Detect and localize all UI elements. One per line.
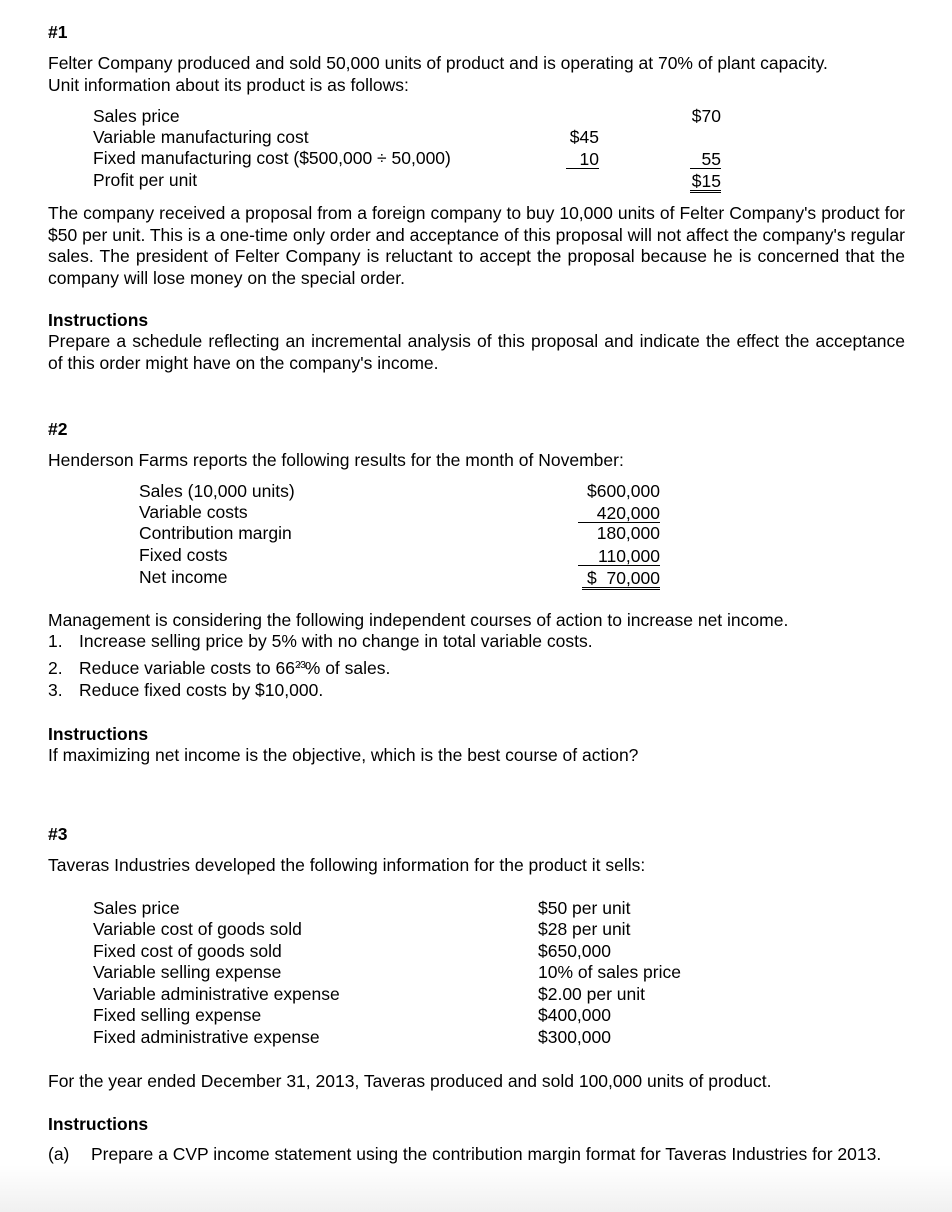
table-row bbox=[93, 170, 197, 191]
list-text: Reduce fixed costs by $10,000. bbox=[79, 680, 324, 700]
problem1-instructions: Prepare a schedule reflecting an incremental analysis of this proposal and indicate the effect the acceptance of this order might have on the company's income. bbox=[48, 331, 905, 373]
row-value: $300,000 bbox=[538, 1027, 611, 1047]
problem1-intro-line2: Unit information about its product is as follows: bbox=[48, 75, 409, 95]
list-item bbox=[48, 680, 323, 701]
row-label: Fixed costs bbox=[139, 545, 228, 565]
row-value: 10% of sales price bbox=[538, 962, 681, 982]
row-value: $ 70,000 bbox=[582, 569, 660, 590]
row-label: Fixed selling expense bbox=[93, 1005, 262, 1025]
row-label: Sales price bbox=[93, 106, 180, 126]
row-label: Contribution margin bbox=[139, 523, 292, 543]
row-label: Fixed administrative expense bbox=[93, 1027, 320, 1047]
list-text-after: % of sales. bbox=[304, 658, 391, 678]
row-value: $600,000 bbox=[587, 481, 660, 501]
problem3-heading: #3 bbox=[48, 824, 68, 844]
table-row bbox=[93, 106, 180, 127]
problem2-intro: Henderson Farms reports the following results for the month of November: bbox=[48, 450, 624, 470]
row-col1: 10 bbox=[566, 150, 599, 169]
row-value: 420,000 bbox=[578, 504, 660, 523]
list-text: Increase selling price by 5% with no change in total variable costs. bbox=[79, 631, 593, 651]
row-label: Variable costs bbox=[139, 502, 248, 522]
problem1-instructions-heading: Instructions bbox=[48, 310, 149, 330]
row-label: Sales price bbox=[93, 898, 180, 918]
list-text-before: Reduce variable costs to 66 bbox=[79, 658, 295, 678]
row-label: Variable cost of goods sold bbox=[93, 919, 302, 939]
row-label: Variable administrative expense bbox=[93, 984, 340, 1004]
row-value: $650,000 bbox=[538, 941, 611, 961]
problem2-management: Management is considering the following independent courses of action to increase net income. bbox=[48, 610, 789, 630]
row-value: 180,000 bbox=[596, 523, 660, 543]
problem1-heading: #1 bbox=[48, 22, 68, 42]
row-value: $50 per unit bbox=[538, 898, 631, 918]
list-label: (a) bbox=[48, 1144, 70, 1164]
table-row bbox=[93, 148, 451, 169]
row-value: $28 per unit bbox=[538, 919, 631, 939]
table-row bbox=[93, 127, 309, 148]
row-col1: $45 bbox=[569, 127, 599, 147]
row-col2: $70 bbox=[691, 106, 721, 126]
problem3-instructions-heading: Instructions bbox=[48, 1114, 149, 1134]
row-label: Sales (10,000 units) bbox=[139, 481, 295, 501]
problem1-intro-line1: Felter Company produced and sold 50,000 units of product and is operating at 70% of plant capacity. bbox=[48, 53, 828, 73]
list-number: 2. bbox=[48, 658, 63, 678]
row-label: Fixed cost of goods sold bbox=[93, 941, 282, 961]
list-item bbox=[48, 631, 593, 652]
row-value: 110,000 bbox=[578, 547, 660, 566]
row-value: $400,000 bbox=[538, 1005, 611, 1025]
problem1-proposal: The company received a proposal from a foreign company to buy 10,000 units of Felter Company's product for $50 per unit. This is a one-time only order and acceptance of this proposal will not affect the company's regular sales. The president of Felter Company is reluctant to accept the proposal because he is concerned that the company will lose money on the special order. bbox=[48, 203, 905, 288]
fraction-two-thirds: 2⁄3 bbox=[294, 660, 305, 671]
problem2-heading: #2 bbox=[48, 419, 68, 439]
list-text: Prepare a CVP income statement using the contribution margin format for Taveras Industries for 2013. bbox=[91, 1144, 882, 1164]
problem3-year-note: For the year ended December 31, 2013, Taveras produced and sold 100,000 units of product. bbox=[48, 1071, 772, 1091]
row-label: Profit per unit bbox=[93, 170, 198, 190]
problem3-intro: Taveras Industries developed the following information for the product it sells: bbox=[48, 855, 646, 875]
row-value: $2.00 per unit bbox=[538, 984, 646, 1004]
list-number: 1. bbox=[48, 631, 63, 651]
row-label: Variable manufacturing cost bbox=[93, 127, 309, 147]
row-label: Fixed manufacturing cost ($500,000 ÷ 50,000) bbox=[93, 148, 451, 168]
row-label: Variable selling expense bbox=[93, 962, 282, 982]
list-item bbox=[48, 658, 390, 679]
row-label: Net income bbox=[139, 567, 228, 587]
problem2-instructions-heading: Instructions bbox=[48, 724, 149, 744]
row-col2: $15 bbox=[691, 171, 721, 191]
problem2-instructions: If maximizing net income is the objective, which is the best course of action? bbox=[48, 745, 639, 765]
row-col2: 55 bbox=[690, 150, 721, 169]
list-number: 3. bbox=[48, 680, 63, 700]
